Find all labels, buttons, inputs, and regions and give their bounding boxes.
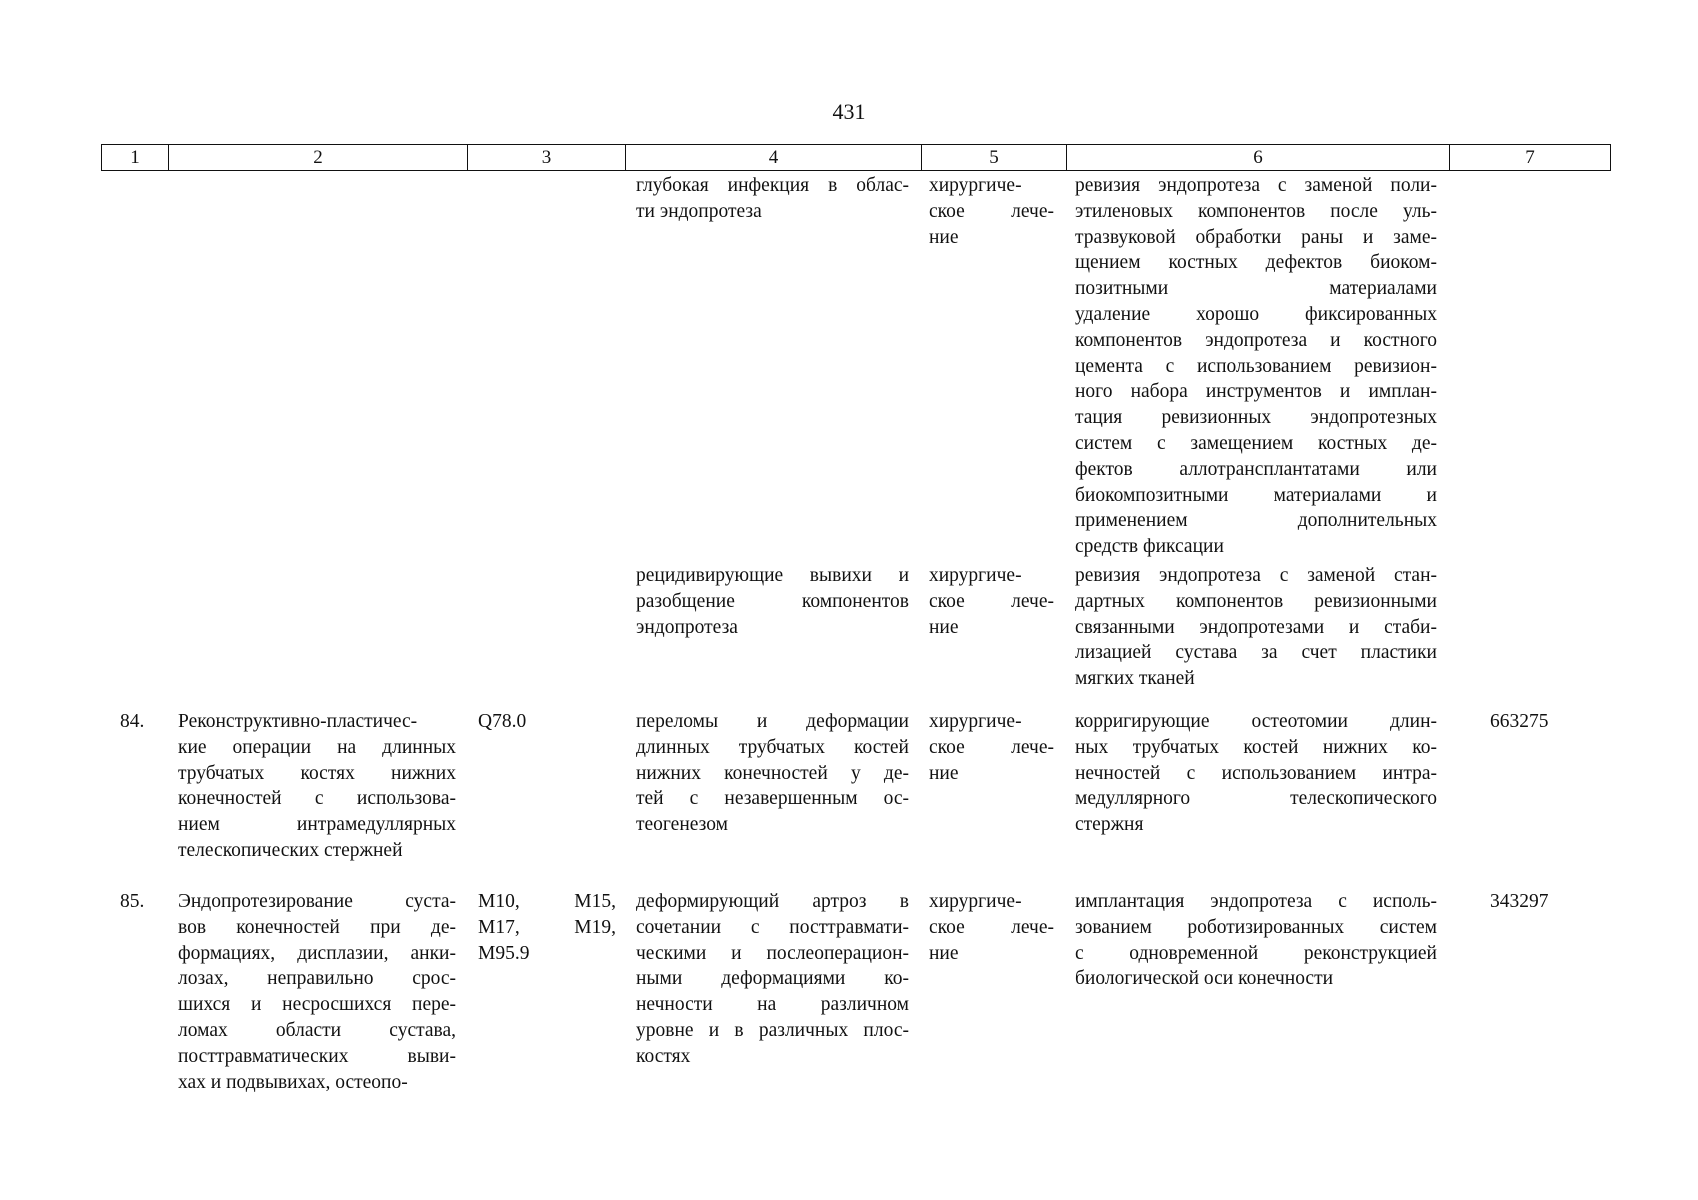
condition-line: глубокая инфекция в облас- bbox=[636, 175, 909, 196]
condition-line: разобщение компонентов bbox=[636, 590, 909, 612]
method-line: зованием роботизированных систем bbox=[1075, 916, 1437, 938]
treatment-line: ское лече- bbox=[929, 736, 1054, 758]
method-line: ревизия эндопротеза с заменой поли- bbox=[1075, 175, 1437, 196]
method-line: этиленовых компонентов после уль- bbox=[1075, 200, 1437, 222]
condition-line: уровне и в различных плос- bbox=[636, 1020, 909, 1041]
col-header-7: 7 bbox=[1450, 145, 1611, 171]
icd-code-line: Q78.0 bbox=[478, 711, 527, 732]
method-line: нечностей с использованием интра- bbox=[1075, 762, 1437, 784]
procedure-name-line: формациях, дисплазии, анки- bbox=[178, 942, 456, 964]
col-header-6: 6 bbox=[1067, 145, 1450, 171]
col-header-4: 4 bbox=[626, 145, 922, 171]
condition-line: ческими и послеоперацион- bbox=[636, 942, 909, 964]
treatment-line: ние bbox=[929, 616, 959, 638]
col-header-5: 5 bbox=[922, 145, 1067, 171]
condition-line: нижних конечностей у де- bbox=[636, 762, 909, 784]
procedure-name-line: конечностей с использова- bbox=[178, 788, 456, 810]
condition-line: ными деформациями ко- bbox=[636, 968, 909, 990]
condition-line: нечности на различном bbox=[636, 994, 909, 1016]
icd-code-line: M17, M19, bbox=[478, 916, 616, 938]
procedure-name-line: шихся и несросшихся пере- bbox=[178, 994, 456, 1016]
treatment-line: ское лече- bbox=[929, 590, 1054, 612]
icd-code-line: M10, M15, bbox=[478, 891, 616, 912]
table-header bbox=[101, 144, 1611, 171]
method-line: позитными материалами bbox=[1075, 278, 1437, 300]
method-line: имплантация эндопротеза с исполь- bbox=[1075, 891, 1437, 912]
col-header-3: 3 bbox=[468, 145, 626, 171]
condition-line: эндопротеза bbox=[636, 616, 738, 638]
method-line: фектов аллотрансплантатами или bbox=[1075, 458, 1437, 480]
treatment-line: хирургиче- bbox=[929, 565, 1022, 586]
method-line: биологической оси конечности bbox=[1075, 968, 1334, 990]
treatment-line: хирургиче- bbox=[929, 891, 1022, 912]
method-line: ных трубчатых костей нижних ко- bbox=[1075, 736, 1437, 758]
condition-line: длинных трубчатых костей bbox=[636, 736, 909, 758]
condition-line: теогенезом bbox=[636, 814, 728, 836]
col-header-2: 2 bbox=[169, 145, 468, 171]
condition-line: ти эндопротеза bbox=[636, 200, 762, 222]
condition-line: деформирующий артроз в bbox=[636, 891, 909, 912]
procedure-name-line: нием интрамедуллярных bbox=[178, 814, 456, 836]
treatment-line: ние bbox=[929, 942, 959, 964]
method-line: компонентов эндопротеза и костного bbox=[1075, 329, 1437, 351]
method-line: связанными эндопротезами и стаби- bbox=[1075, 616, 1437, 638]
method-line: корригирующие остеотомии длин- bbox=[1075, 711, 1437, 732]
method-line: удаление хорошо фиксированных bbox=[1075, 304, 1437, 325]
cost-value: 343297 bbox=[1490, 891, 1549, 912]
method-line: цемента с использованием ревизион- bbox=[1075, 355, 1437, 377]
method-line: с одновременной реконструкцией bbox=[1075, 942, 1437, 964]
treatment-line: ние bbox=[929, 762, 959, 784]
col-header-1: 1 bbox=[102, 145, 169, 171]
method-line: применением дополнительных bbox=[1075, 510, 1437, 532]
method-line: ревизия эндопротеза с заменой стан- bbox=[1075, 565, 1437, 586]
treatment-line: ское лече- bbox=[929, 916, 1054, 938]
method-line: дартных компонентов ревизионными bbox=[1075, 590, 1437, 612]
method-line: щением костных дефектов биоком- bbox=[1075, 252, 1437, 274]
procedure-name-line: хах и подвывихах, остеопо- bbox=[178, 1071, 408, 1093]
condition-line: костях bbox=[636, 1045, 691, 1067]
procedure-name-line: лозах, неправильно срос- bbox=[178, 968, 456, 990]
row-number: 85. bbox=[120, 891, 145, 912]
method-line: стержня bbox=[1075, 814, 1144, 836]
procedure-name-line: Эндопротезирование суста- bbox=[178, 891, 456, 912]
method-line: ного набора инструментов и имплан- bbox=[1075, 381, 1437, 403]
procedure-name-line: трубчатых костях нижних bbox=[178, 762, 456, 784]
treatment-line: хирургиче- bbox=[929, 711, 1022, 732]
method-line: мягких тканей bbox=[1075, 668, 1195, 690]
method-line: средств фиксации bbox=[1075, 536, 1224, 558]
condition-line: тей с незавершенным ос- bbox=[636, 788, 909, 810]
method-line: лизацией сустава за счет пластики bbox=[1075, 642, 1437, 664]
condition-line: сочетании с посттравмати- bbox=[636, 916, 909, 938]
method-line: тация ревизионных эндопротезных bbox=[1075, 407, 1437, 429]
row-number: 84. bbox=[120, 711, 145, 732]
condition-line: рецидивирующие вывихи и bbox=[636, 565, 909, 586]
procedure-name-line: ломах области сустава, bbox=[178, 1020, 456, 1041]
condition-line: переломы и деформации bbox=[636, 711, 909, 732]
method-line: медуллярного телескопического bbox=[1075, 788, 1437, 810]
method-line: систем с замещением костных де- bbox=[1075, 433, 1437, 454]
treatment-line: хирургиче- bbox=[929, 175, 1022, 196]
procedure-name-line: посттравматических выви- bbox=[178, 1045, 456, 1067]
treatment-line: ское лече- bbox=[929, 200, 1054, 222]
cost-value: 663275 bbox=[1490, 711, 1549, 732]
method-line: биокомпозитными материалами и bbox=[1075, 484, 1437, 506]
icd-code-line: M95.9 bbox=[478, 942, 530, 964]
page-number: 431 bbox=[832, 99, 866, 124]
procedure-name-line: вов конечностей при де- bbox=[178, 916, 456, 938]
method-line: тразвуковой обработки раны и заме- bbox=[1075, 226, 1437, 248]
procedure-name-line: телескопических стержней bbox=[178, 840, 403, 861]
treatment-line: ние bbox=[929, 226, 959, 248]
procedure-name-line: Реконструктивно-пластичес- bbox=[178, 711, 418, 732]
procedure-name-line: кие операции на длинных bbox=[178, 736, 456, 758]
